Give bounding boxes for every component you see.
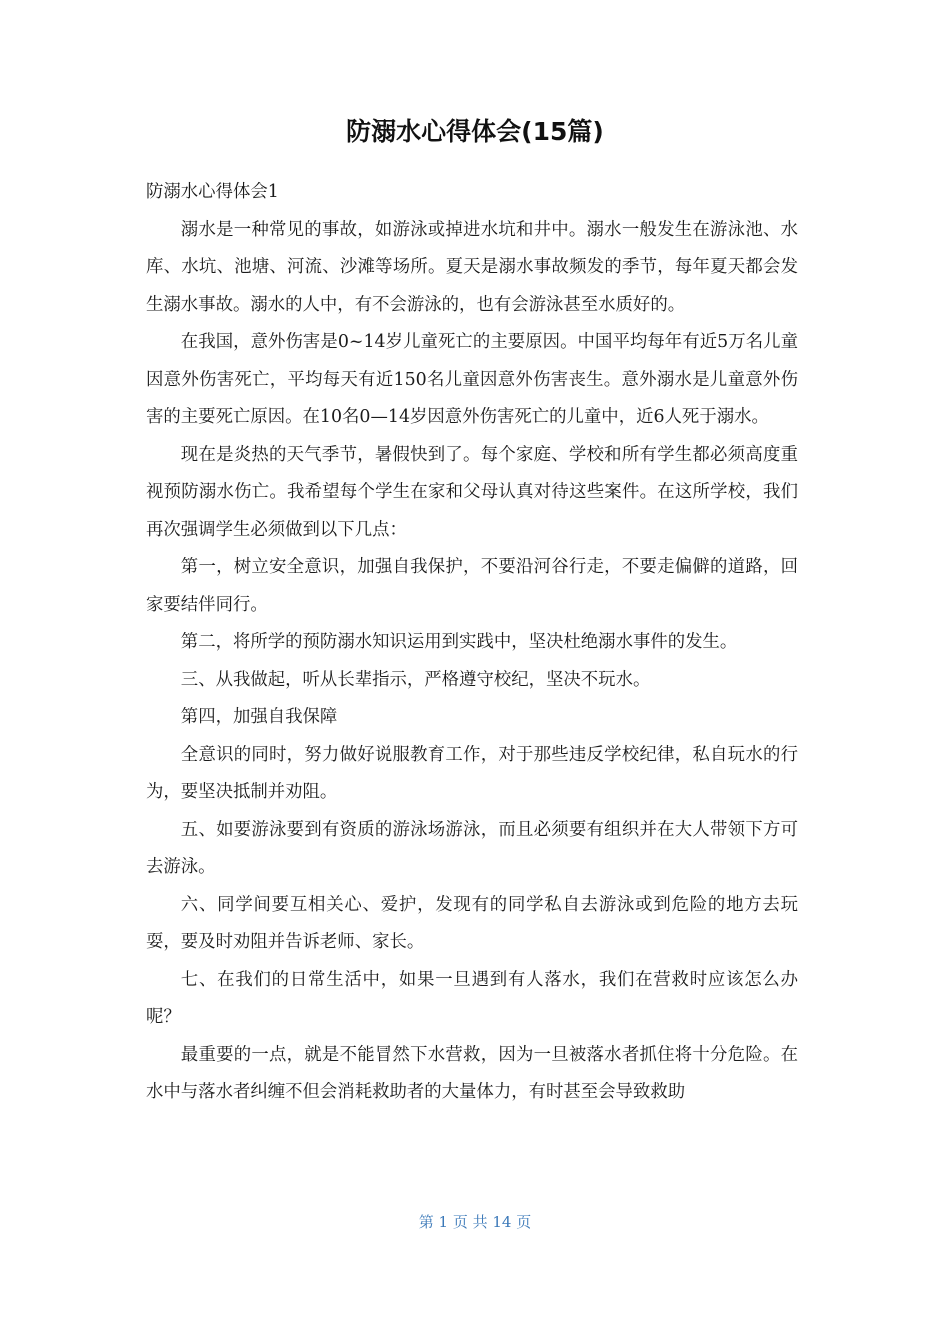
page-number-footer: 第 1 页 共 14 页 <box>418 1213 532 1231</box>
paragraph: 溺水是一种常见的事故，如游泳或掉进水坑和井中。溺水一般发生在游泳池、水库、水坑、池塘、河流、沙滩等场所。夏天是溺水事故频发的季节，每年夏天都会发生溺水事故。溺水的人中，有不会游泳的，也有会游泳甚至水质好的。 <box>146 219 798 315</box>
paragraph: 第一，树立安全意识，加强自我保护，不要沿河谷行走，不要走偏僻的道路，回家要结伴同行。 <box>146 557 798 615</box>
paragraph: 七、在我们的日常生活中，如果一旦遇到有人落水，我们在营救时应该怎么办呢？ <box>146 969 798 1027</box>
paragraph: 在我国，意外伤害是0~14岁儿童死亡的主要原因。中国平均每年有近5万名儿童因意外伤害死亡，平均每天有近150名儿童因意外伤害丧生。意外溺水是儿童意外伤害的主要死亡原因。在10名0—14岁因意外伤害死亡的儿童中，近6人死于溺水。 <box>146 332 798 427</box>
paragraph: 最重要的一点，就是不能冒然下水营救，因为一旦被落水者抓住将十分危险。在水中与落水者纠缠不但会消耗救助者的大量体力，有时甚至会导致救助 <box>146 1044 798 1102</box>
paragraph: 三、从我做起，听从长辈指示，严格遵守校纪，坚决不玩水。 <box>180 669 651 690</box>
paragraph: 五、如要游泳要到有资质的游泳场游泳，而且必须要有组织并在大人带领下方可去游泳。 <box>146 819 798 877</box>
paragraph: 现在是炎热的天气季节，暑假快到了。每个家庭、学校和所有学生都必须高度重视预防溺水伤亡。我希望每个学生在家和父母认真对待这些案件。在这所学校，我们再次强调学生必须做到以下几点： <box>146 444 798 540</box>
document-body <box>146 174 798 1112</box>
paragraph: 第四，加强自我保障 <box>180 707 338 727</box>
paragraph: 第二，将所学的预防溺水知识运用到实践中，坚决杜绝溺水事件的发生。 <box>180 632 738 652</box>
document-title: 防溺水心得体会(15篇) <box>346 117 604 146</box>
section-heading: 防溺水心得体会1 <box>146 182 279 202</box>
paragraph: 全意识的同时，努力做好说服教育工作，对于那些违反学校纪律，私自玩水的行为，要坚决抵制并劝阻。 <box>146 744 798 802</box>
paragraph: 六、同学间要互相关心、爱护，发现有的同学私自去游泳或到危险的地方去玩耍，要及时劝阻并告诉老师、家长。 <box>146 894 798 952</box>
